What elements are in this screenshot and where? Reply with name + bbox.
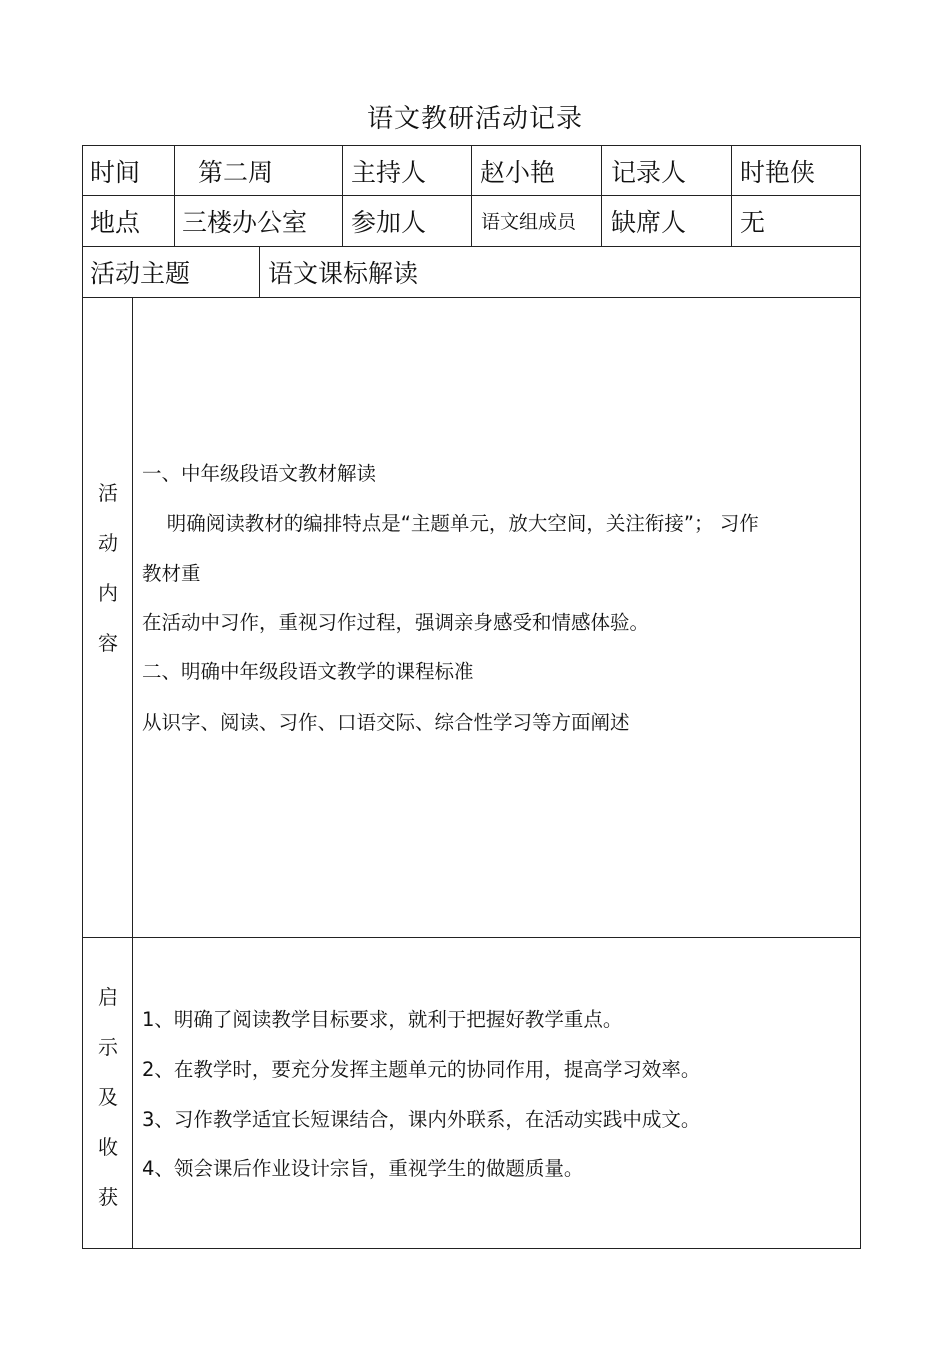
host-label: 主持人 xyxy=(351,157,427,187)
participants-value: 语文组成员 xyxy=(481,211,577,233)
recorder-value: 时艳侠 xyxy=(740,157,816,187)
time-label: 时间 xyxy=(90,157,141,187)
col-divider xyxy=(731,145,732,246)
activity-line: 在活动中习作，重视习作过程，强调亲身感受和情感体验。 xyxy=(142,611,650,634)
insights-label xyxy=(84,972,132,1222)
insights-label-char: 启 xyxy=(98,985,118,1009)
time-value: 第二周 xyxy=(198,157,274,187)
row-divider xyxy=(82,937,861,938)
activity-label-char: 内 xyxy=(98,581,118,605)
insights-label-char: 示 xyxy=(98,1035,118,1059)
recorder-label: 记录人 xyxy=(611,157,687,187)
row-divider xyxy=(82,246,861,247)
participants-label: 参加人 xyxy=(351,207,427,237)
insights-label-char: 获 xyxy=(98,1185,118,1209)
insight-line: 2、在教学时，要充分发挥主题单元的协同作用，提高学习效率。 xyxy=(142,1058,701,1081)
absent-value: 无 xyxy=(740,207,766,237)
col-divider xyxy=(174,145,175,246)
activity-line: 从识字、阅读、习作、口语交际、综合性学习等方面阐述 xyxy=(142,711,630,734)
place-value: 三楼办公室 xyxy=(182,207,308,237)
insights-label-char: 收 xyxy=(98,1135,118,1159)
insight-line: 4、领会课后作业设计宗旨，重视学生的做题质量。 xyxy=(142,1157,584,1180)
insight-line: 1、明确了阅读教学目标要求，就利于把握好教学重点。 xyxy=(142,1008,623,1031)
theme-value: 语文课标解读 xyxy=(268,258,419,288)
record-table xyxy=(82,145,861,1249)
col-divider xyxy=(601,145,602,246)
place-label: 地点 xyxy=(90,207,141,237)
activity-line: 一、中年级段语文教材解读 xyxy=(142,462,377,485)
activity-label-char: 动 xyxy=(98,531,118,555)
col-divider xyxy=(132,297,133,1249)
theme-label: 活动主题 xyxy=(90,258,191,288)
activity-line: 教材重 xyxy=(142,562,201,585)
activity-line: 明确阅读教材的编排特点是“主题单元，放大空间，关注衔接”； 习作 xyxy=(142,512,759,535)
col-divider xyxy=(471,145,472,246)
activity-label xyxy=(84,468,132,668)
insights-label-char: 及 xyxy=(98,1085,118,1109)
activity-label-char: 活 xyxy=(98,481,118,505)
insight-line: 3、习作教学适宜长短课结合，课内外联系，在活动实践中成文。 xyxy=(142,1108,701,1131)
col-divider xyxy=(259,246,260,297)
page-title: 语文教研活动记录 xyxy=(366,104,583,134)
activity-label-char: 容 xyxy=(98,631,118,655)
activity-line: 二、明确中年级段语文教学的课程标准 xyxy=(142,660,474,683)
col-divider xyxy=(342,145,343,246)
host-value: 赵小艳 xyxy=(480,157,556,187)
absent-label: 缺席人 xyxy=(611,207,687,237)
row-divider xyxy=(82,297,861,298)
